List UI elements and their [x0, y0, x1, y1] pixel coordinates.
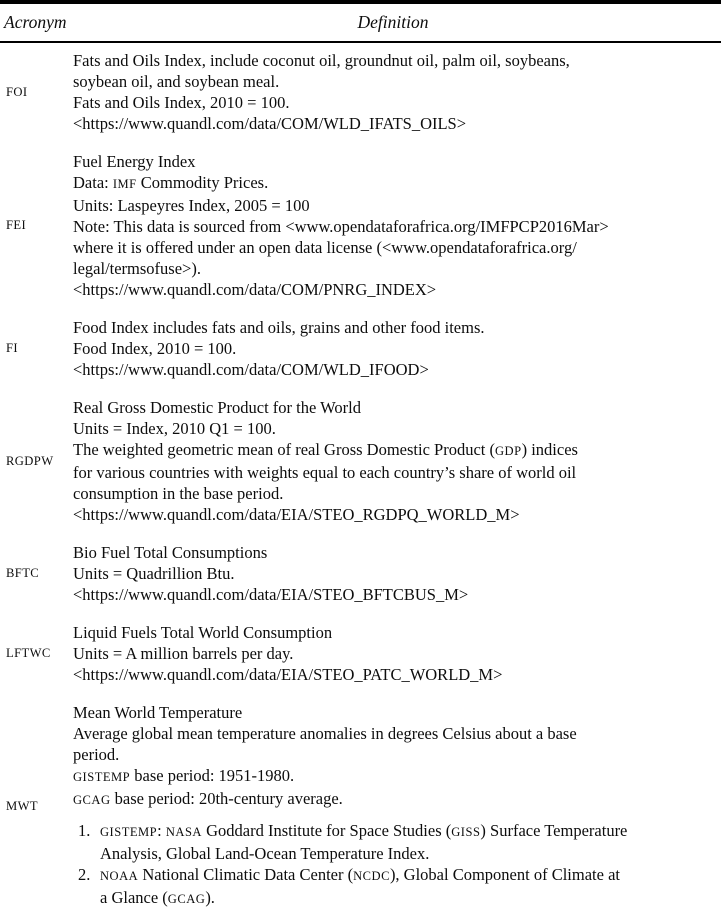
definition-line — [73, 439, 721, 462]
definition-line — [73, 702, 721, 723]
text-segment: <https://www.quandl.com/data/EIA/STEO_BFTCBUS_M> — [73, 585, 469, 604]
table-row — [0, 542, 721, 605]
list-item — [73, 864, 721, 910]
url-text — [73, 113, 721, 134]
smallcaps-term: NCDC — [353, 869, 390, 883]
text-segment: <https://www.quandl.com/data/COM/WLD_IFATS_OILS> — [73, 114, 467, 133]
definition-line — [73, 462, 721, 483]
text-segment: legal/termsofuse>). — [73, 259, 201, 278]
definition-numbered-list — [73, 820, 721, 910]
text-segment: ) indices — [521, 440, 578, 459]
text-segment: Average global mean temperature anomalies in degrees Celsius about a base — [73, 724, 577, 743]
definition-line — [100, 843, 721, 864]
definition-cell — [73, 151, 721, 300]
list-item-number: 1. — [78, 821, 91, 840]
text-segment: consumption in the base period. — [73, 484, 284, 503]
url-text — [73, 279, 721, 300]
definition-column-header: Definition — [357, 12, 429, 32]
text-segment: Analysis, Global Land-Ocean Temperature Index. — [100, 844, 430, 863]
acronym-cell: LFTWC — [6, 646, 51, 660]
url-text — [73, 584, 721, 605]
text-segment: The weighted geometric mean of real Gross Domestic Product ( — [73, 440, 495, 459]
acronym-cell: FEI — [6, 218, 27, 232]
definition-line — [73, 765, 721, 788]
smallcaps-term: GISTEMP — [73, 770, 131, 784]
definition-line — [73, 92, 721, 113]
definition-line — [73, 172, 721, 195]
table-row — [0, 702, 721, 910]
text-segment: Real Gross Domestic Product for the World — [73, 398, 361, 417]
smallcaps-term: GDP — [495, 444, 522, 458]
text-segment: ), Global Component of Climate at — [389, 865, 620, 884]
text-segment: soybean oil, and soybean meal. — [73, 72, 280, 91]
text-segment: National Climatic Data Center ( — [138, 865, 354, 884]
acronym-cell: MWT — [6, 798, 38, 813]
text-segment: Units = A million barrels per day. — [73, 644, 294, 663]
text-segment: <https://www.quandl.com/data/EIA/STEO_RGDPQ_WORLD_M> — [73, 505, 520, 524]
text-segment: <https://www.quandl.com/data/EIA/STEO_PATC_WORLD_M> — [73, 665, 503, 684]
text-segment: base period: 1951-1980. — [130, 766, 295, 785]
definition-cell — [73, 542, 721, 605]
text-segment: Note: This data is sourced from <www.opendataforafrica.org/IMFPCP2016Mar> — [73, 217, 609, 236]
text-segment: ). — [205, 888, 215, 907]
url-text — [73, 664, 721, 685]
table-row — [0, 317, 721, 380]
list-item-lines — [100, 864, 721, 910]
list-item-lines — [100, 820, 721, 864]
text-segment: Goddard Institute for Space Studies ( — [201, 821, 452, 840]
text-segment: for various countries with weights equal to each country’s share of world oil — [73, 463, 577, 482]
text-segment: Fuel Energy Index — [73, 152, 196, 171]
table-header-row — [0, 4, 721, 41]
definition-cell — [73, 702, 721, 910]
smallcaps-term: NOAA — [100, 869, 139, 883]
definition-line — [73, 71, 721, 92]
definition-line — [73, 258, 721, 279]
text-segment: Food Index includes fats and oils, grains and other food items. — [73, 318, 485, 337]
text-segment: where it is offered under an open data license (<www.opendataforafrica.org/ — [73, 238, 577, 257]
url-text — [73, 359, 721, 380]
definition-cell — [73, 622, 721, 685]
text-segment: Bio Fuel Total Consumptions — [73, 543, 268, 562]
text-segment: : — [157, 821, 166, 840]
text-segment: Units: Laspeyres Index, 2005 = 100 — [73, 196, 310, 215]
list-item — [73, 820, 721, 864]
smallcaps-term: GISTEMP — [100, 825, 158, 839]
smallcaps-term: IMF — [112, 177, 137, 191]
smallcaps-term: GISS — [451, 825, 481, 839]
acronym-column-header: Acronym — [4, 12, 67, 32]
url-text — [73, 504, 721, 525]
smallcaps-term: GCAG — [73, 793, 111, 807]
list-item-number: 2. — [78, 865, 91, 884]
table-row — [0, 50, 721, 134]
definition-line — [73, 397, 721, 418]
text-segment: ) Surface Temperature — [480, 821, 628, 840]
table-row — [0, 397, 721, 525]
table-row — [0, 151, 721, 300]
definition-line — [73, 418, 721, 439]
definition-line — [73, 622, 721, 643]
definition-line — [73, 237, 721, 258]
smallcaps-term: GCAG — [167, 892, 206, 906]
text-segment: Units = Index, 2010 Q1 = 100. — [73, 419, 276, 438]
definition-line — [73, 542, 721, 563]
table-row — [0, 622, 721, 685]
text-segment: Food Index, 2010 = 100. — [73, 339, 237, 358]
definition-cell — [73, 50, 721, 134]
acronym-cell: FOI — [6, 84, 28, 99]
definition-line — [100, 820, 721, 843]
text-segment: a Glance ( — [100, 888, 168, 907]
text-segment: Fats and Oils Index, 2010 = 100. — [73, 93, 290, 112]
definition-line — [73, 643, 721, 664]
definition-line — [73, 195, 721, 216]
text-segment: base period: 20th-century average. — [110, 789, 343, 808]
definition-line — [73, 788, 721, 811]
text-segment: Commodity Prices. — [136, 173, 269, 192]
acronym-cell: RGDPW — [6, 453, 54, 468]
text-segment: <https://www.quandl.com/data/COM/PNRG_INDEX> — [73, 280, 437, 299]
definition-cell — [73, 397, 721, 525]
definition-line — [73, 50, 721, 71]
definition-line — [73, 338, 721, 359]
definition-line — [73, 216, 721, 237]
definition-line — [73, 483, 721, 504]
text-segment: Mean World Temperature — [73, 703, 243, 722]
definition-line — [73, 723, 721, 744]
smallcaps-term: NASA — [165, 825, 202, 839]
text-segment: Data: — [73, 173, 113, 192]
table-body — [0, 43, 721, 910]
text-segment: period. — [73, 745, 120, 764]
definition-cell — [73, 317, 721, 380]
text-segment: Units = Quadrillion Btu. — [73, 564, 235, 583]
definition-line — [100, 864, 721, 887]
acronym-cell: BFTC — [6, 566, 40, 580]
definition-line — [73, 317, 721, 338]
acronym-cell: FI — [6, 341, 18, 355]
definition-line — [100, 887, 721, 910]
definition-line — [73, 744, 721, 765]
definition-line — [73, 563, 721, 584]
text-segment: Fats and Oils Index, include coconut oil, groundnut oil, palm oil, soybeans, — [73, 51, 570, 70]
text-segment: <https://www.quandl.com/data/COM/WLD_IFOOD> — [73, 360, 429, 379]
definition-line — [73, 151, 721, 172]
text-segment: Liquid Fuels Total World Consumption — [73, 623, 333, 642]
